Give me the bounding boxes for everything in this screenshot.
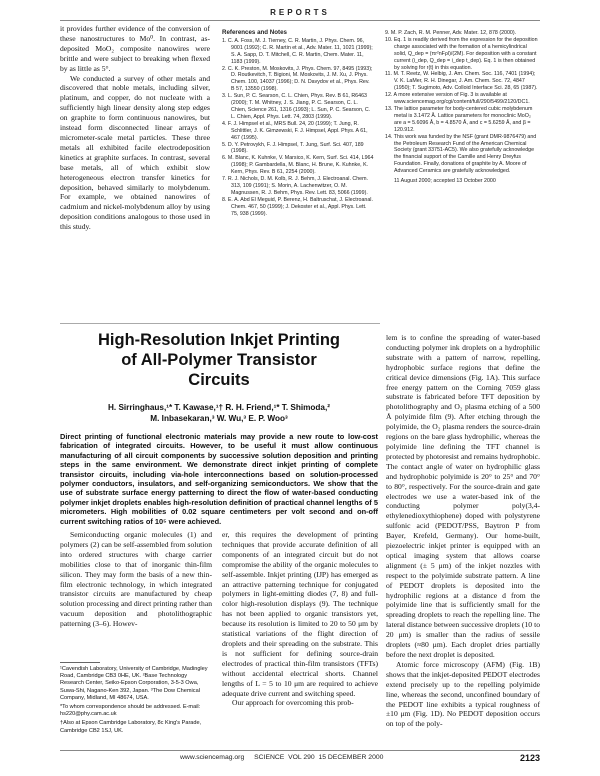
- references-column-2: [385, 30, 540, 185]
- reference: 11. M. T. Reetz, W. Helbig, J. Am. Chem. Soc. 116, 7401 (1994); V. K. LaMer, R. H. Dinegar, J. Am. Chem. Soc. 72, 4847 (1950); T. Sugimoto, Adv. Colloid Interface Sci. 28, 65 (1987).: [385, 71, 538, 92]
- reference: 3. L. Sun, P. C. Searson, C. L. Chien, Phys. Rev. B 61, R6463 (2000); T. M. Whitney, J. S. Jiang, P. C. Searson, C. L. Chien, Science 261, 1316 (1993); L. Sun, P. C. Searson, C. L. Chien, Appl. Phys. Lett. 74, 2803 (1999).: [222, 93, 371, 120]
- reference: 10. Eq. 1 is readily derived from the expression for the deposition charge associated with the formation of a hemicylindrical solid, Q_dep = (πr²nFρl)/(2M). For deposition with a constant current (i_dep, Q_dep = i_dep t_dep). Eq. 1 is then obtained by solving for r(t) in this equation.: [385, 36, 538, 71]
- reference: 8. E. A. Abd El Meguid, P. Berenz, H. Baltruschat, J. Electroanal. Chem. 467, 50 (1999); J. Dekoster et al., Appl. Phys. Lett. 75, 938 (1999).: [222, 196, 373, 217]
- paragraph: er, this requires the development of printing techniques that provide accurate definition of all components of an integrated circuit but do not compromise the ability of the organic molecules to self-assemble. Inkjet printing (IJP) has emerged as an attractive patterning technique for conjugated polymers in light-emitting diodes (7, 8) and full-color high-resolution displays (9). The technique has not been applied to organic transistors yet, because its resolution is limited to 20 to 50 μm by statistical variations of the flight direction of droplets and their spreading on the substrate. This is not sufficient for defining source-drain electrodes of practical thin-film transistors (TFTs) without accidental electrical shorts. Channel lengths of L = 5 to 10 μm are required to achieve adequate drive current and switching speed.: [222, 530, 378, 698]
- reference: 7. R. J. Nichols, D. M. Kolb, R. J. Behm, J. Electroanal. Chem. 313, 109 (1991); S. Morin, A. Lachenwitzer, O. M. Magnussen, R. J. Behm, Phys. Rev. Lett. 83, 5066 (1999).: [222, 176, 369, 196]
- references-column-1: [222, 30, 374, 217]
- received-date: 11 August 2000; accepted 13 October 2000: [394, 178, 496, 185]
- reference: 4. F. J. Himpsel et al., MRS Bull. 24, 20 (1999); T. Jung, R. Schlittler, J. K. Gimzewski, F. J. Himpsel, Appl. Phys. A 61, 467 (1995).: [222, 120, 368, 141]
- body-column-3: [386, 333, 540, 729]
- reference: 12. A more extensive version of Fig. 3 is available at www.sciencemag.org/cgi/content/full/290/5499/2120/DC1.: [385, 92, 530, 106]
- paragraph: Atomic force microscopy (AFM) (Fig. 1B) shows that the inkjet-deposited PEDOT electrodes extend precisely up to the repelling polyimide line, whereas the second, unconfined boundary of the PEDOT line exhibits a typical roughness of ±10 μm (Fig. 1D). No PEDOT deposition occurs on top of the poly-: [386, 659, 540, 729]
- title-line: High-Resolution Inkjet Printing: [98, 331, 340, 349]
- references-heading: References and Notes: [222, 29, 287, 36]
- footer-rule: [60, 750, 540, 751]
- reference: 2. C. K. Preston, M. Moskovits, J. Phys. Chem. 97, 8495 (1993); D. Routkevitch, T. Bigioni, M. Moskovits, J. M. Xu, J. Phys. Chem. 100, 14037 (1996); D. N. Davydov et al., Phys. Rev. B 57, 13550 (1998).: [222, 65, 373, 93]
- reference: 14. This work was funded by the NSF (grant DMR-9876479) and the Petroleum Research Fund of the American Chemical Society (grant 33751-AC5). We also gratefully acknowledge the financial support of the Camille and Henry Dreyfus Foundation. Finally, donations of graphite by A. Moore of Advanced Ceramics are gratefully acknowledged.: [385, 133, 537, 175]
- paragraph: Our approach for overcoming this prob-: [232, 698, 354, 708]
- running-header: REPORTS: [270, 8, 330, 17]
- page-number: 2123: [519, 753, 540, 763]
- article-divider: [60, 323, 380, 324]
- header-rule: [60, 20, 540, 21]
- body-column-2: [222, 530, 378, 708]
- footer-url[interactable]: www.sciencemag.org: [180, 754, 245, 761]
- affiliations-footnote: [60, 666, 212, 737]
- reference: 1. C. A. Foss, M. J. Tierney, C. R. Martin, J. Phys. Chem. 96, 9001 (1992); C. R. Martin et al., Adv. Mater. 11, 1021 (1999); S. A. Sapp, D. T. Mitchell, C. R. Martin, Chem. Mater. 11, 1183 (1999).: [222, 37, 373, 65]
- previous-article-text: [60, 24, 210, 232]
- abstract: Direct printing of functional electronic materials may provide a new route to low-cost fabrication of integrated circuits. However, to be useful it must allow continuous manufacturing of all circuit components by successive solution deposition and printing steps in the same environment. We demonstrate direct inkjet printing of complete transistor circuits, including via-hole interconnections based on solution-processed polymer conductors, insulators, and self-organizing semiconductors. We show that the use of substrate surface energy patterning to direct the flow of water-based conducting polymer inkjet droplets enables high-resolution definition of practical channel lengths of 5 micrometers. High mobilities of 0.02 square centimeters per volt second and on-off current switching ratios of 10⁵ were achieved.: [60, 432, 378, 526]
- title-line: Circuits: [188, 371, 250, 389]
- affiliations: ¹Cavendish Laboratory, University of Cambridge, Madingley Road, Cambridge CB3 0HE, UK. ²Base Technology Research Center, Seiko-Epson Corporation, 3-5-3 Owa, Suwa-Shi, Nagano-Ken 392, Japan. ³The Dow Chemical Company, Midland, MI 48674, USA.: [60, 666, 208, 701]
- authors-line: H. Sirringhaus,¹* T. Kawase,¹† R. H. Friend,¹* T. Shimoda,²: [107, 403, 330, 412]
- footer-journal-line: [180, 754, 480, 761]
- author-list: [60, 402, 378, 424]
- reference: 9. M. P. Zach, R. M. Penner, Adv. Mater. 12, 878 (2000).: [385, 30, 517, 36]
- paragraph: lem is to confine the spreading of water-based conducting polymer ink droplets on a hydrophilic substrate with a pattern of narrow, repelling, hydrophobic surface regions that define the critical device dimensions (Fig. 1A). This surface free energy pattern on the Corning 7059 glass substrate is fabricated before TFT deposition by photolithography and O₂ plasma etching of a 500 Å polyimide film (9). After etching through the polyimide, the O₂ plasma renders the source-drain regions on the bare glass hydrophilic, whereas the polyimide line defining the TFT channel is protected by photoresist and remains hydrophobic. The contact angle of water on hydrophilic glass and hydrophobic polyimide is 20° to 25° and 70° to 80°, respectively. For the source-drain and gate electrodes we use a water-based ink of the conducting polymer poly(3,4-ethylenedioxythiophene) doped with polystyrene sulfonic acid (PEDOT/PSS, Baytron P from Bayer, Krefeld, Germany). Our home-built, piezoelectric inkjet printer is equipped with an optical imaging system that allows coarse alignment (± 5 μm) of the inkjet nozzles with respect to the polyimide substrate pattern. A line of PEDOT droplets is deposited into the hydrophilic regions at a distance d from the polyimide line that is sufficiently small for the spreading droplets to reach the repelling line. The lateral distance between successive droplets (10 to 20 μm) is smaller than the radius of sessile droplets (≈80 μm). Each droplet dries partially before the next droplet is deposited.: [386, 333, 540, 659]
- paragraph: Semiconducting organic molecules (1) and polymers (2) can be self-assembled from solution into ordered structures with charge carrier mobilities close to that of inorganic thin-film silicon. They may form the basis of a new thin-film electronic technology, in which integrated transistor circuits are manufactured by cheap solution processing and direct printing rather than vacuum deposition and photolithographic patterning (3–6). Howev-: [60, 530, 212, 629]
- article-title: [60, 330, 378, 390]
- title-line: of All-Polymer Transistor: [121, 351, 317, 369]
- reference: 6. M. Blanc, K. Kuhnke, V. Marsico, K. Kern, Surf. Sci. 414, L964 (1998); P. Gambardella, M. Blanc, H. Brune, K. Kuhnke, K. Kern, Phys. Rev. B 61, 2254 (2000).: [222, 155, 374, 176]
- authors-line: M. Inbasekaran,³ W. Wu,³ E. P. Woo³: [150, 414, 288, 423]
- paragraph: it provides further evidence of the conversion of these nanostructures to Mo⁰. In contrast, as-deposited MoO₂ composite nanowires were brittle and were subject to breaking when flexed by as little as 5°.: [60, 24, 210, 73]
- correspondence-note: *To whom correspondence should be addressed. E-mail: hs220@phy.cam.ac.uk: [60, 704, 201, 718]
- footer-journal: SCIENCE VOL 290 15 DECEMBER 2000: [254, 754, 384, 761]
- paragraph: We conducted a survey of other metals and discovered that noble metals, including silver, platinum, and copper, do not nucleate with a sufficiently high linear density along step edges on graphite to form continuous nanowires, but instead form disconnected linear arrays of micrometer-scale metal particles. These three metals all exhibited facile electrodeposition kinetics at graphite surfaces. In contrast, several base metals, all of which exhibit slow heterogeneous electron transfer kinetics for deposition, behaved similarly to molybdenum. For example, we obtained nanowires of cadmium and nickel-molybdenum alloy by using deposition conditions analogous to those used in this study.: [60, 73, 210, 232]
- reference: 5. D. Y. Petrovykh, F. J. Himpsel, T. Jung, Surf. Sci. 407, 189 (1998).: [222, 141, 364, 155]
- reference: 13. The lattice parameter for body-centered cubic molybdenum metal is 3.1472 Å. Lattice parameters for monoclinic MoO₂ are a = 5.6096 Å, b = 4.8570 Å, and c = 5.6259 Å, and β = 120.912.: [385, 105, 533, 133]
- present-address-note: †Also at Epson Cambridge Laboratory, 8c King's Parade, Cambridge CB2 1SJ, UK.: [60, 720, 202, 734]
- footnote-rule: [60, 662, 100, 663]
- body-column-1: [60, 530, 212, 629]
